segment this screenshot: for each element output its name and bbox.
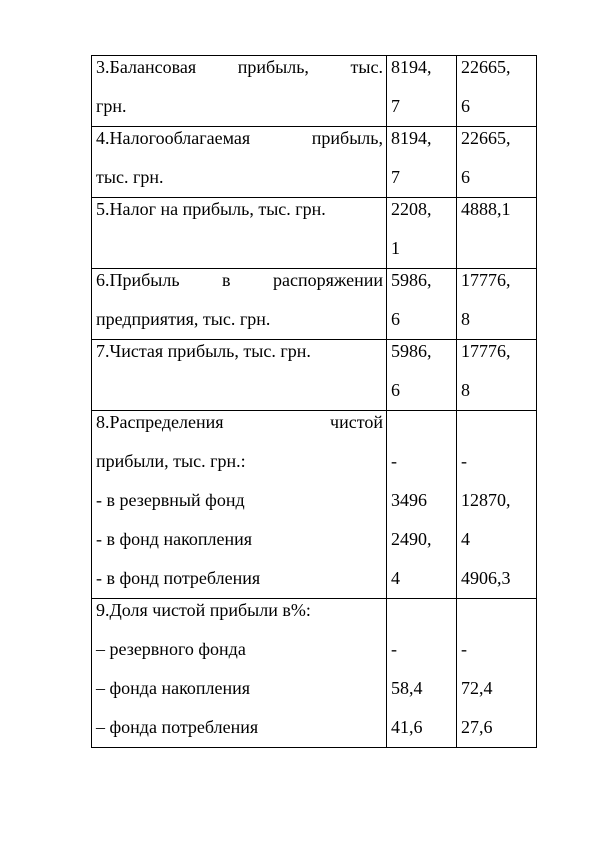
row-label-line: – фонда накопления	[96, 678, 251, 698]
value-line: 22665,	[461, 128, 511, 148]
value-line: 5986,	[391, 270, 432, 290]
value-line: -	[461, 639, 467, 659]
row-label-line: 5.Налог на прибыль, тыс. грн.	[96, 199, 326, 219]
row-label-cell	[92, 599, 387, 748]
table-row	[92, 198, 537, 269]
value-line: 8	[461, 380, 470, 400]
value-line: -	[461, 451, 467, 471]
value-cell-col1	[387, 269, 457, 340]
row-label-line: - в фонд потребления	[96, 568, 261, 588]
value-line: 8	[461, 309, 470, 329]
row-label-line: предприятия, тыс. грн.	[96, 309, 271, 329]
row-label-cell	[92, 198, 387, 269]
value-line: 4906,3	[461, 568, 511, 588]
value-line	[461, 599, 533, 631]
row-label-line: 6.Прибыль в распоряжении	[96, 270, 383, 290]
value-cell-col1	[387, 340, 457, 411]
value-line: 2490,	[391, 529, 432, 549]
row-label-line: грн.	[96, 96, 127, 116]
value-line: 3496	[391, 490, 427, 510]
value-line: 6	[461, 96, 470, 116]
value-line: 41,6	[391, 717, 423, 737]
value-cell-col2	[457, 411, 537, 599]
row-label-line: тыс. грн.	[96, 167, 164, 187]
profit-table	[91, 55, 537, 748]
value-line: 2208,	[391, 199, 432, 219]
row-label-line: 8.Распределения чистой	[96, 412, 383, 432]
value-line: 8194,	[391, 128, 432, 148]
value-line: 4	[391, 568, 400, 588]
value-cell-col1	[387, 411, 457, 599]
value-line	[391, 599, 453, 631]
value-cell-col1	[387, 56, 457, 127]
value-line	[391, 411, 453, 443]
row-label-line: - в резервный фонд	[96, 490, 245, 510]
row-label-line: 4.Налогооблагаемая прибыль,	[96, 128, 383, 148]
value-line: 17776,	[461, 270, 511, 290]
row-label-line: 3.Балансовая прибыль, тыс.	[96, 57, 383, 77]
table-row	[92, 269, 537, 340]
row-label-line: – резервного фонда	[96, 639, 246, 659]
row-label-line: 9.Доля чистой прибыли в%:	[96, 600, 311, 620]
value-line: -	[391, 639, 397, 659]
value-line	[461, 411, 533, 443]
value-line: 7	[391, 167, 400, 187]
value-line: 6	[391, 309, 400, 329]
value-cell-col1	[387, 599, 457, 748]
row-label-line: – фонда потребления	[96, 717, 259, 737]
value-line: 1	[391, 238, 400, 258]
row-label-line	[96, 371, 383, 410]
value-cell-col2	[457, 127, 537, 198]
value-cell-col2	[457, 269, 537, 340]
value-cell-col2	[457, 56, 537, 127]
row-label-cell	[92, 340, 387, 411]
row-label-cell	[92, 127, 387, 198]
value-cell-col1	[387, 127, 457, 198]
table-row	[92, 411, 537, 599]
value-line: 5986,	[391, 341, 432, 361]
row-label-cell	[92, 269, 387, 340]
value-line: 72,4	[461, 678, 493, 698]
value-line: 4888,1	[461, 199, 511, 219]
value-line	[461, 229, 533, 268]
value-line: 8194,	[391, 57, 432, 77]
value-cell-col1	[387, 198, 457, 269]
table-row	[92, 340, 537, 411]
value-line: 6	[461, 167, 470, 187]
row-label-cell	[92, 411, 387, 599]
row-label-cell	[92, 56, 387, 127]
table-row	[92, 599, 537, 748]
value-line: 7	[391, 96, 400, 116]
value-line: 12870,	[461, 490, 511, 510]
row-label-line: прибыли, тыс. грн.:	[96, 451, 246, 471]
value-line: 6	[391, 380, 400, 400]
value-cell-col2	[457, 340, 537, 411]
value-cell-col2	[457, 599, 537, 748]
value-line: 27,6	[461, 717, 493, 737]
table-row	[92, 56, 537, 127]
value-line: -	[391, 451, 397, 471]
value-line: 4	[461, 529, 470, 549]
table-row	[92, 127, 537, 198]
value-line: 17776,	[461, 341, 511, 361]
value-cell-col2	[457, 198, 537, 269]
value-line: 22665,	[461, 57, 511, 77]
row-label-line: - в фонд накопления	[96, 529, 253, 549]
row-label-line	[96, 229, 383, 268]
row-label-line: 7.Чистая прибыль, тыс. грн.	[96, 341, 311, 361]
value-line: 58,4	[391, 678, 423, 698]
